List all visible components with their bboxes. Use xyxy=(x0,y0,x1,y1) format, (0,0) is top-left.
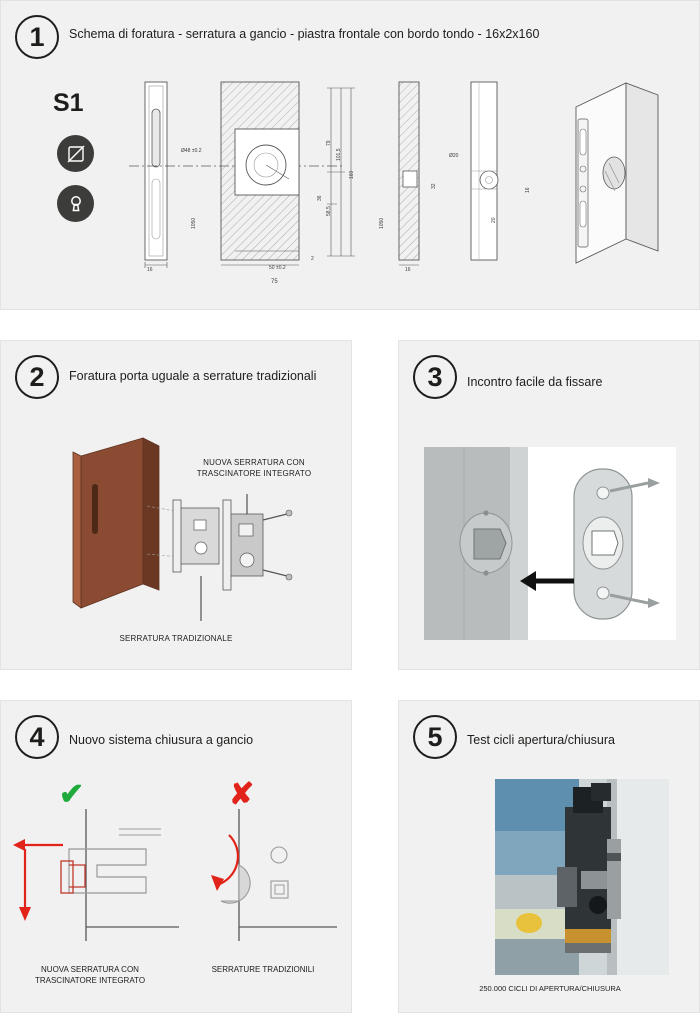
dim-16b: 16 xyxy=(405,267,411,273)
step-panel-3 xyxy=(398,340,700,670)
test-rig-photo xyxy=(495,779,669,975)
step-badge-5: 5 xyxy=(413,715,457,759)
step-badge-4: 4 xyxy=(15,715,59,759)
model-label-s1: S1 xyxy=(53,89,84,117)
dim-hole-dia: Ø48 ±0.2 xyxy=(181,148,202,154)
lock-isometric-view xyxy=(556,81,681,273)
dim-2: 2 xyxy=(311,256,314,262)
dim-cyl-dia: Ø20 xyxy=(449,153,459,159)
step-panel-1 xyxy=(0,0,700,310)
step-title-4: Nuovo sistema chiusura a gancio xyxy=(69,733,254,747)
door-section-view xyxy=(219,79,329,269)
note-traditional-lock: SERRATURA TRADIZIONALE xyxy=(119,634,233,643)
dim-160: 160 xyxy=(349,170,355,179)
dim-1015: 101,5 xyxy=(336,148,342,161)
front-plate-view xyxy=(131,79,201,274)
dim-75: 75 xyxy=(271,279,278,285)
check-mark-icon: ✔ xyxy=(59,778,85,811)
dim-585: 58,5 xyxy=(326,206,332,216)
step-badge-1: 1 xyxy=(15,15,59,59)
step-title-1: Schema di foratura - serratura a gancio - piastra frontale con bordo tondo - 16x2x160 xyxy=(69,27,540,41)
strike-plate-illustration xyxy=(424,447,676,640)
square-lock-icon xyxy=(57,135,94,172)
step-title-5: Test cicli apertura/chiusura xyxy=(467,733,615,747)
dim-32: 32 xyxy=(431,183,437,189)
step-badge-3: 3 xyxy=(413,355,457,399)
dim-20: 20 xyxy=(491,217,497,223)
thin-section-view xyxy=(389,79,429,274)
step-panel-5 xyxy=(398,700,700,1013)
step-title-2: Foratura porta uguale a serrature tradizionali xyxy=(69,369,317,383)
step-panel-4 xyxy=(0,700,352,1013)
step-title-3: Incontro facile da fissare xyxy=(467,375,603,389)
door-exploded-illustration xyxy=(51,436,341,631)
traditional-latch-diagram xyxy=(187,809,347,944)
caption-new-lock: NUOVA SERRATURA CON TRASCINATORE INTEGRATO xyxy=(34,965,146,985)
dim-1050b: 1050 xyxy=(379,217,385,229)
step-badge-2: 2 xyxy=(15,355,59,399)
hook-lock-diagram xyxy=(11,809,181,944)
dim-79: 79 xyxy=(326,140,332,146)
dim-36: 36 xyxy=(317,195,323,201)
dim-16a: 16 xyxy=(147,267,153,273)
dim-16c: 16 xyxy=(525,187,531,193)
dim-50: 50 ±0.2 xyxy=(269,265,286,271)
photo-caption: 250.000 CICLI DI APERTURA/CHIUSURA xyxy=(479,984,621,993)
dim-1050: 1050 xyxy=(191,217,197,229)
note-new-lock: NUOVA SERRATURA CON TRASCINATORE INTEGRATO xyxy=(196,458,312,478)
cross-mark-icon: ✘ xyxy=(229,778,255,811)
side-view-cylinder xyxy=(459,79,519,274)
keyhole-icon xyxy=(57,185,94,222)
caption-traditional-lock: SERRATURE TRADIZIONILI xyxy=(211,965,315,974)
step-panel-2 xyxy=(0,340,352,670)
